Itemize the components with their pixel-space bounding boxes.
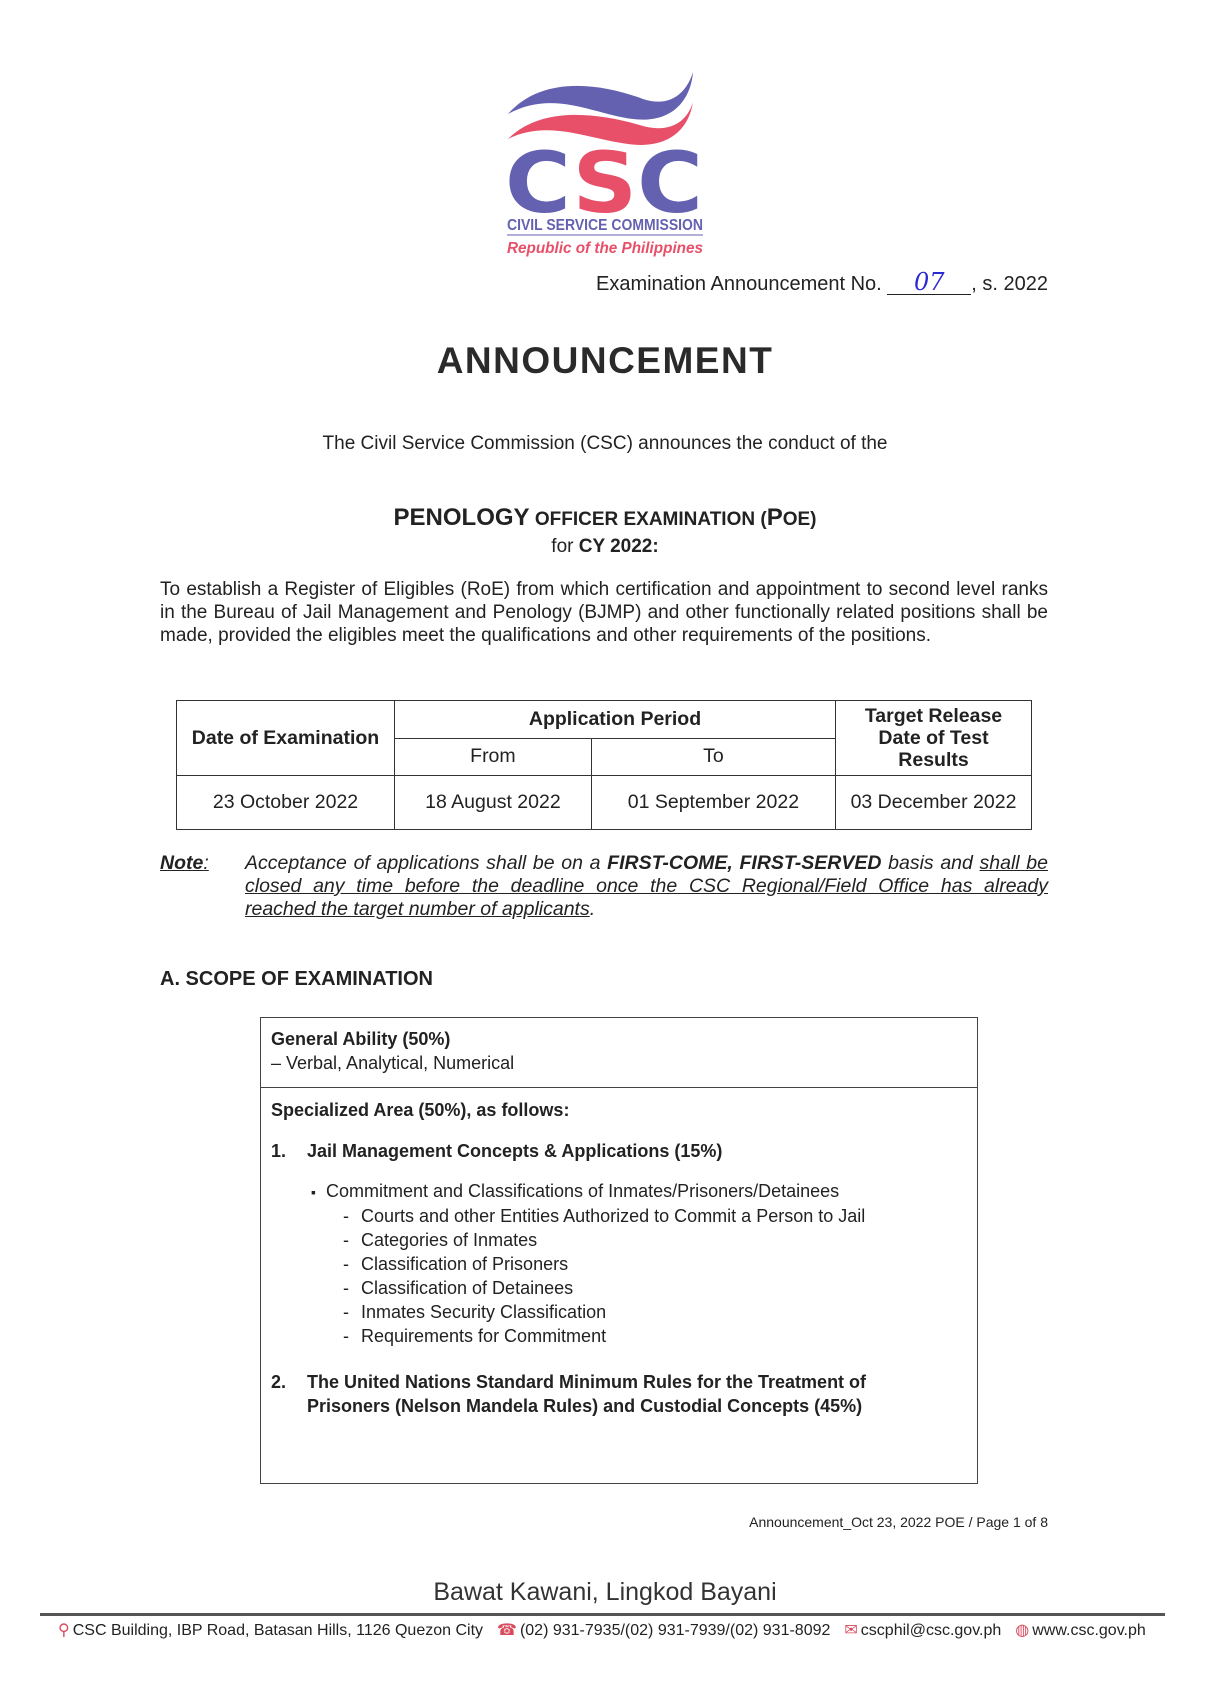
globe-icon: ◍: [1015, 1622, 1030, 1639]
item-number: 2.: [271, 1372, 287, 1392]
sub-item: - Courts and other Entities Authorized to Commit a Person to Jail: [343, 1204, 967, 1228]
sub-item: - Inmates Security Classification: [343, 1300, 967, 1324]
sub-item: - Classification of Prisoners: [343, 1252, 967, 1276]
bullet-item: ▪ Commitment and Classifications of Inmates/Prisoners/Detainees: [311, 1179, 967, 1204]
specialized-area: Specialized Area (50%), as follows:: [271, 1100, 570, 1120]
bullet-list: [311, 1179, 967, 1204]
schedule-table: [176, 700, 1032, 830]
exam-name-rest: OFFICER EXAMINATION (: [529, 509, 767, 530]
item-label: Jail Management Concepts & Applications (15%): [307, 1141, 723, 1161]
section-heading: A. SCOPE OF EXAMINATION: [160, 968, 433, 990]
address: CSC Building, IBP Road, Batasan Hills, 1126 Quezon City: [72, 1622, 484, 1639]
item-number: 1.: [271, 1141, 287, 1161]
header-to: To: [591, 738, 835, 776]
location-pin-icon: ⚲: [58, 1622, 70, 1639]
note-label-text: Note: [160, 852, 204, 874]
exam-abbr-oe: OE): [782, 509, 817, 530]
note-bold: FIRST-COME, FIRST-SERVED: [607, 852, 882, 874]
sub-item: - Requirements for Commitment: [343, 1324, 967, 1348]
scope-item: [271, 1370, 967, 1418]
cy-value: CY 2022:: [578, 536, 659, 557]
svg-text:CIVIL SERVICE COMMISSION: CIVIL SERVICE COMMISSION: [507, 217, 703, 234]
handwritten-number: 07: [887, 270, 971, 295]
header-period: Application Period: [395, 701, 836, 739]
page-footer: Announcement_Oct 23, 2022 POE / Page 1 of 8: [749, 1514, 1048, 1530]
series-year: , s. 2022: [971, 273, 1048, 295]
intro-text: The Civil Service Commission (CSC) announces the conduct of the: [322, 433, 888, 454]
note-colon: :: [203, 852, 209, 874]
calendar-year: [0, 536, 1210, 558]
purpose-paragraph: To establish a Register of Eligibles (RoE) from which certification and appointment to second level ranks in the Bureau of Jail Management and Penology (BJMP) and other functionally related positions shall be made, provided the eligibles meet the qualifications and other requirements of the positions.: [160, 579, 1048, 646]
footer-divider: [40, 1613, 1165, 1616]
cell-date: 23 October 2022: [177, 776, 395, 830]
announcement-number: [596, 270, 1048, 296]
cell-to: 01 September 2022: [591, 776, 835, 830]
note-text-1: Acceptance of applications shall be on a: [245, 852, 608, 874]
header-release: Target Release Date of Test Results: [836, 701, 1032, 776]
email[interactable]: cscphil@csc.gov.ph: [860, 1622, 1002, 1639]
cell-from: 18 August 2022: [395, 776, 592, 830]
note-underlined: shall be closed any time before the deadline once the CSC Regional/Field Office has already reached the target number of applicants: [245, 852, 1048, 920]
svg-text:Republic of the Philippines: Republic of the Philippines: [507, 240, 704, 257]
csc-logo: [503, 64, 708, 259]
note: [160, 852, 1048, 921]
cell-release: 03 December 2022: [836, 776, 1032, 830]
scope-box: [260, 1017, 978, 1484]
note-label: [160, 852, 209, 875]
sub-item: - Categories of Inmates: [343, 1228, 967, 1252]
contact-bar: [58, 1620, 1146, 1640]
website[interactable]: www.csc.gov.ph: [1032, 1622, 1146, 1639]
exam-name-main: PENOLOGY: [393, 504, 530, 531]
motto: Bawat Kawani, Lingkod Bayani: [433, 1578, 777, 1606]
header-from: From: [395, 738, 592, 776]
note-text-2: basis and: [881, 852, 980, 874]
general-ability: General Ability (50%): [271, 1029, 451, 1049]
exam-abbr-p: P: [766, 504, 783, 531]
phone-icon: ☎: [497, 1622, 517, 1639]
page-title: ANNOUNCEMENT: [436, 340, 774, 381]
note-text-3: .: [589, 898, 596, 920]
phone: (02) 931-7935/(02) 931-7939/(02) 931-8092: [519, 1622, 831, 1639]
item-label: The United Nations Standard Minimum Rules for the Treatment of Prisoners (Nelson Mandela Rules) and Custodial Concepts (45%): [307, 1372, 867, 1416]
header-date: Date of Examination: [177, 701, 395, 776]
email-icon: ✉: [844, 1622, 858, 1639]
cy-prefix: for: [551, 536, 579, 557]
announcement-prefix: Examination Announcement No.: [595, 273, 882, 295]
exam-name: [0, 504, 1210, 532]
general-ability-sub: – Verbal, Analytical, Numerical: [271, 1053, 515, 1073]
sub-item: - Classification of Detainees: [343, 1276, 967, 1300]
svg-text:CSC: CSC: [505, 134, 699, 232]
scope-item: [271, 1139, 967, 1163]
